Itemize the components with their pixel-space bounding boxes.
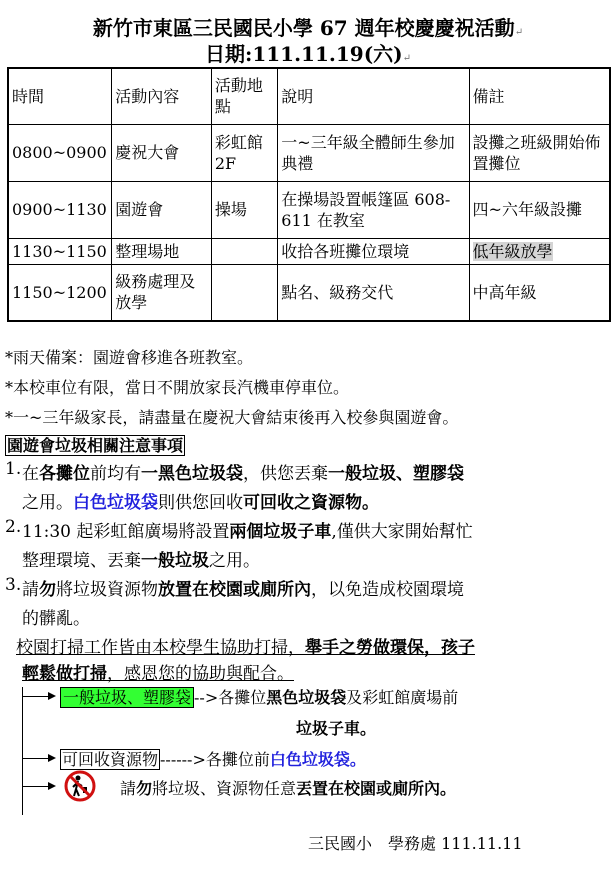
item-2-line-1: 11:30 起彩虹館廣場將設置兩個垃圾子車,僅供大家開始幫忙	[22, 522, 473, 542]
note-parking: *本校車位有限，當日不開放家長汽機車停車位。	[5, 378, 350, 397]
recyclable-box: 可回收資源物	[62, 750, 159, 769]
garbage-section-title: 園遊會垃圾相關注意事項	[7, 436, 184, 455]
schedule-table	[7, 67, 611, 322]
item-1-line-1: 在各攤位前均有一黑色垃圾袋，供您丟棄一般垃圾、塑膠袋	[22, 464, 464, 484]
flow-row-3: 請勿將垃圾、資源物任意丟置在校園或廁所內。	[120, 779, 457, 798]
cell-time: 0900~1130	[8, 181, 112, 238]
table-row	[8, 181, 610, 238]
note-rainy-day: *雨天備案：園遊會移進各班教室。	[5, 348, 254, 367]
cell-place	[211, 264, 277, 321]
cell-time: 0800~0900	[8, 124, 112, 181]
cell-desc: 在操場設置帳篷區 608-611 在教室	[278, 181, 469, 238]
flow-arrow-3	[22, 786, 54, 787]
flow-connector-line	[22, 687, 23, 815]
closing-line-1: 校園打掃工作皆由本校學生協助打掃，舉手之勞做環保，孩子	[16, 638, 475, 658]
cell-desc: 收拾各班攤位環境	[278, 238, 469, 264]
cell-note	[469, 238, 610, 264]
cell-time: 1150~1200	[8, 264, 112, 321]
item-2-number: 2.	[5, 517, 22, 537]
document-title: 新竹市東區三民國民小學 67 週年校慶慶祝活動↵	[92, 16, 524, 40]
event-date: 日期:111.11.19(六)↵	[204, 42, 412, 66]
no-littering-icon	[64, 770, 96, 802]
header-event: 活動內容	[112, 68, 212, 124]
cell-note: 中高年級	[469, 264, 610, 321]
cell-note: 設攤之班級開始佈置攤位	[469, 124, 610, 181]
cell-place	[211, 238, 277, 264]
item-3-line-2: 的髒亂。	[22, 609, 90, 629]
item-1-line-2: 之用。白色垃圾袋則供您回收可回收之資源物。	[22, 493, 379, 513]
item-3-number: 3.	[5, 575, 22, 595]
cell-place: 彩虹館 2F	[211, 124, 277, 181]
header-place: 活動地點	[211, 68, 277, 124]
general-waste-box: 一般垃圾、塑膠袋	[60, 687, 194, 708]
item-1-number: 1.	[5, 459, 22, 479]
flow-row-1-cont: 垃圾子車。	[296, 719, 377, 738]
item-3-line-1: 請勿將垃圾資源物放置在校園或廁所內，以免造成校園環境	[22, 580, 464, 600]
flow-row-1: 一般垃圾、塑膠袋 -->各攤位黑色垃圾袋及彩虹館廣場前	[60, 685, 458, 708]
closing-line-2: 輕鬆做打掃，感恩您的協助與配合。	[22, 664, 294, 684]
footer-signature: 三民國小 學務處 111.11.11	[308, 834, 523, 853]
item-2-line-2: 整理環境、丟棄一般垃圾之用。	[22, 551, 260, 571]
table-row	[8, 264, 610, 321]
cell-place: 操場	[211, 181, 277, 238]
cell-event: 園遊會	[112, 181, 212, 238]
cell-event: 整理場地	[112, 238, 212, 264]
table-header-row	[8, 68, 610, 124]
header-time: 時間	[8, 68, 112, 124]
cell-desc: 點名、級務交代	[278, 264, 469, 321]
table-row	[8, 124, 610, 181]
flow-arrow-1	[22, 696, 54, 697]
highlighted-note: 低年級放學	[472, 241, 553, 261]
flow-arrow-2	[22, 758, 54, 759]
header-note: 備註	[469, 68, 610, 124]
table-row	[8, 238, 610, 264]
flow-row-2: 可回收資源物 ------>各攤位前白色垃圾袋。	[62, 750, 366, 769]
cell-time: 1130~1150	[8, 238, 112, 264]
note-parents: *一~三年級家長，請盡量在慶祝大會結束後再入校參與園遊會。	[5, 408, 459, 427]
cell-note: 四~六年級設攤	[469, 181, 610, 238]
cell-desc: 一~三年級全體師生參加典禮	[278, 124, 469, 181]
cell-event: 級務處理及放學	[112, 264, 212, 321]
header-desc: 說明	[278, 68, 469, 124]
cell-event: 慶祝大會	[112, 124, 212, 181]
